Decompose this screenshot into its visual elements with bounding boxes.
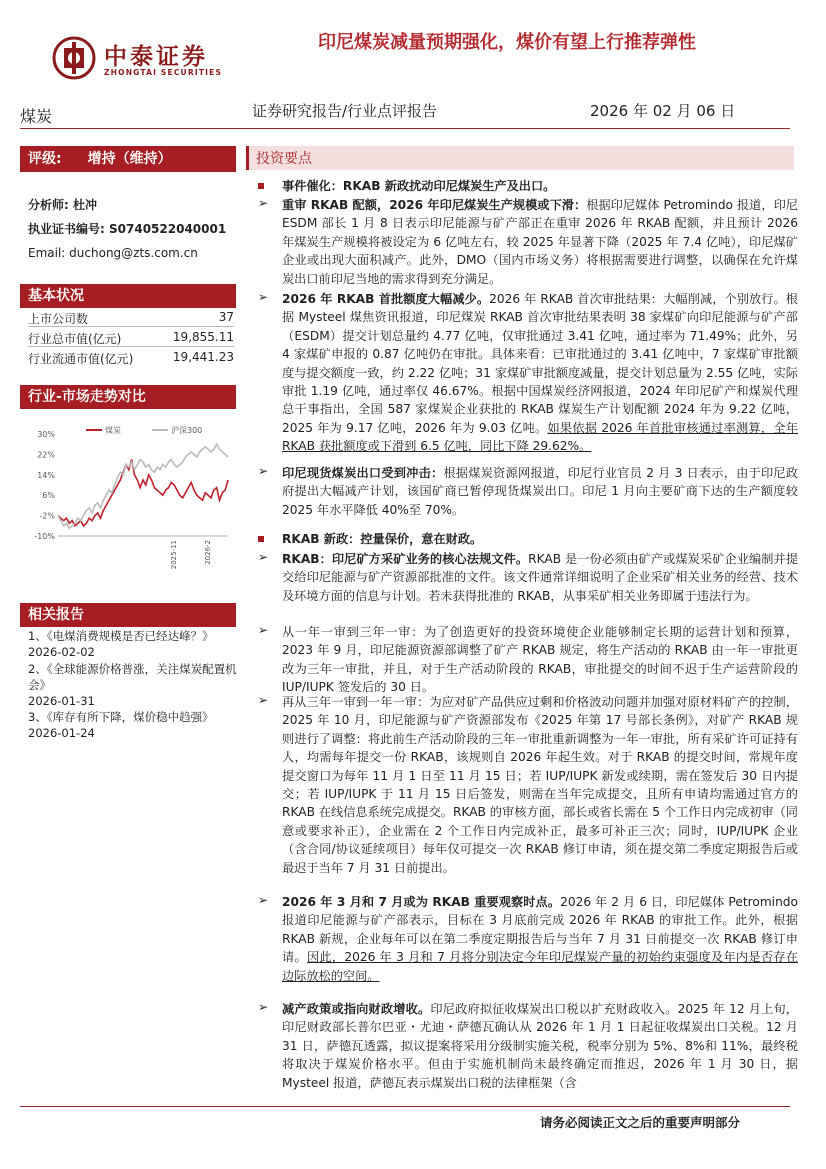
para-three-to-one: 再从三年一审到一年一审：为应对矿产品供应过剩和价格波动问题并加强对原材料矿产的控制，2025 年 10 月，印尼能源与矿产资源部发布《2025 年第 17 号部长条例》，对矿产 RKAB 规则进行了调整：将此前生产活动阶段的三年一审批重新调整为一年一审批，所有采矿许可证持有人，均需每年提交一份 RKAB，该规则自 2026 年起生效。对于 RKAB 的提交时间，常规年度提交窗口为每年 11 月 1 日至 11 月 15 日；若 IUP/IUPK 新发或续期，需在签发后 30 日内提交；若 IUP/IUPK 于 11 月 15 日后签发，则需在当年完成提交，且所有申请均需通过官方的 RKAB 在线信息系统完成提交。RKAB 的审核方面，部长或省长需在 5 个工作日内完成初审（同意或要求补正），企业需在 2 个工作日内完成补正，最多可补正三次；同时，IUP/IUPK 企业（含合同/协议延续项目）每年仅可提交一次 RKAB 修订申请，须在提交第二季度定期报告后或最迟于当年 7 月 31 日前提出。 (282, 695, 798, 875)
logo-text-cn: 中泰证券 (104, 44, 208, 70)
arrow-bullet-icon: ➢ (258, 464, 269, 478)
basic-row-label: 行业总市值(亿元) (28, 332, 122, 346)
arrow-bullet-icon: ➢ (258, 290, 269, 304)
report-item-1[interactable] (28, 661, 238, 709)
report-type: 证券研究报告/行业点评报告 (252, 102, 438, 120)
para-rkab-def (282, 550, 798, 605)
y-tick-label: 30% (37, 430, 55, 439)
cert-number: S0740522040001 (109, 222, 227, 236)
report-date: 2026-02-02 (28, 645, 95, 659)
para-lead: RKAB：印尼矿方采矿业务的核心法规文件。 (282, 552, 529, 566)
email-label: Email: (28, 246, 66, 260)
arrow-bullet-icon: ➢ (258, 196, 269, 210)
basic-row-1 (28, 330, 234, 347)
arrow-bullet-icon: ➢ (258, 550, 269, 564)
email-line (28, 246, 198, 260)
arrow-bullet-icon: ➢ (258, 893, 269, 907)
report-title[interactable]: 1、《电煤消费规模是否已经达峰？》 (28, 629, 214, 643)
para-text: 根据煤炭资源网报道，印尼行业官员 2 月 3 日表示，由于印尼政府提出大幅减产计划，该国矿商已暂停现货煤炭出口。印尼 1 月向主要矿商下达的生产额度较 2025 年水平降低 40%至 70%。 (282, 466, 798, 517)
arrow-bullet-icon: ➢ (258, 623, 269, 637)
legend-label: 煤炭 (105, 426, 121, 435)
y-tick-label: 6% (42, 491, 55, 501)
row-divider (28, 326, 234, 327)
x-tick-label: 2026-2 (204, 540, 212, 565)
logo-text-en: ZHONGTAI SECURITIES (104, 68, 223, 77)
analyst-label: 分析师: (28, 198, 69, 212)
cert-line (28, 220, 226, 237)
report-item-0[interactable] (28, 628, 238, 660)
square-bullet-icon (258, 183, 264, 189)
para-first-batch (282, 290, 798, 456)
investment-points-bar (246, 146, 794, 170)
section-rkab-new: RKAB 新政：控量保价，意在财政。 (282, 532, 483, 546)
analyst-line (28, 196, 97, 213)
y-tick-label: 14% (37, 470, 55, 480)
header-divider (20, 128, 790, 129)
para-text: 印尼政府拟征收煤炭出口税以扩充财政收入。2025 年 12 月上旬，印尼财政部长普尔巴亚・尤迪・萨德瓦确认从 2026 年 1 月 1 日起征收煤炭出口关税。12 月 31 日，萨德瓦透露，拟议提案将采用分级制实施关税，税率分别为 5%、8%和 11%，最终税将取决于煤炭价格水平。但由于实施机制尚未最终确定而推迟，2026 年 1 月 30 日，据 Mysteel 报道，萨德瓦表示煤炭出口税的法律框架（含 (282, 1002, 798, 1090)
cert-label: 执业证书编号: (28, 222, 105, 236)
reports-bar: 相关报告 (20, 603, 236, 627)
basic-row-label: 上市公司数 (28, 312, 89, 326)
footer-divider (20, 1106, 790, 1107)
para-spot-export (282, 464, 798, 519)
report-date: 2026-01-31 (28, 694, 95, 708)
analyst-name: 杜冲 (73, 198, 98, 212)
investment-points-title: 投资要点 (256, 151, 312, 167)
para-text: RKAB 是一份必须由矿产或煤炭采矿企业编制并提交给印尼能源与矿产资源部批准的文件。该文件通常详细说明了企业采矿相关业务的经营、技术及环境方面的信息与计划。若未获得批准的 RKAB，从事采矿相关业务即属于违法行为。 (282, 552, 798, 603)
para-fiscal (282, 1000, 798, 1090)
trend-chart (28, 420, 234, 570)
rating-label: 评级: (28, 151, 62, 167)
basic-row-value: 19,441.23 (172, 350, 234, 364)
para-underline: 因此，2026 年 3 月和 7 月将分别决定今年印尼煤炭产量的初始约束强度及年内是否存在边际放松的空间。 (282, 950, 798, 983)
zhongtai-logo-icon (52, 36, 96, 80)
para-lead: 2026 年 RKAB 首批额度大幅减少。 (282, 292, 490, 306)
y-tick-label: 22% (37, 450, 55, 460)
report-date: 2026 年 02 月 06 日 (590, 102, 736, 120)
report-date: 2026-01-24 (28, 726, 95, 740)
report-item-2[interactable] (28, 709, 238, 741)
y-tick-label: -2% (39, 511, 55, 521)
para-text: 根据印尼媒体 Petromindo 报道，印尼 ESDM 部长 1 月 8 日表示印尼能源与矿产部正在重审 2026 年 RKAB 配额，并且预计 2026 年煤炭生产规模将被设定为 6 亿吨左右，较 2025 年显著下降（2025 年 7.4 亿吨），印尼煤矿企业或出现大面积减产。此外，DMO（国内市场义务）将根据需要进行调整，以确保在允许煤炭出口前印尼当地的需求得到充分满足。 (282, 198, 798, 286)
report-title[interactable]: 2、《全球能源价格普涨，关注煤炭配置机会》 (28, 662, 237, 692)
rating-bar (20, 146, 236, 172)
sector-label: 煤炭 (20, 107, 53, 126)
para-lead: 印尼现货煤炭出口受到冲击： (282, 466, 444, 480)
trend-bar: 行业-市场走势对比 (20, 385, 236, 409)
para-rkab-quota (282, 196, 798, 288)
report-headline: 印尼煤炭减量预期强化，煤价有望上行推荐弹性 (318, 32, 696, 53)
footer-disclaimer: 请务必阅读正文之后的重要声明部分 (540, 1115, 741, 1130)
series-line-hs300 (58, 444, 228, 528)
basic-row-value: 19,855.11 (172, 330, 234, 344)
report-title[interactable]: 3、《库存有所下降，煤价稳中趋强》 (28, 710, 214, 724)
para-lead: 2026 年 3 月和 7 月或为 RKAB 重要观察时点。 (282, 895, 561, 909)
para-underline: 如果依据 2026 年首批审核通过率测算，全年 RKAB 获批额度或下滑到 6.5 亿吨，同比下降 29.62%。 (282, 420, 798, 454)
section-event: 事件催化：RKAB 新政扰动印尼煤炭生产及出口。 (282, 179, 556, 193)
basic-row-label: 行业流通市值(亿元) (28, 352, 134, 366)
y-tick-label: -10% (34, 532, 55, 541)
para-lead: 重审 RKAB 配额，2026 年印尼煤炭生产规模或下滑： (282, 198, 587, 212)
arrow-bullet-icon: ➢ (258, 693, 269, 707)
para-text: 2026 年 RKAB 首次审批结果：大幅削减，个别放行。根据 Mysteel 煤焦资讯报道，印尼煤炭 RKAB 首次审批结果表明 38 家煤矿向印尼能源与矿产部（ESDM）提交计划总量约 4.77 亿吨，仅审批通过 3.41 亿吨，通过率为 71.49%；此外，另 4 家煤矿申报的 0.87 亿吨仍在审批。具体来看：已审批通过的 3.41 亿吨中，7 家煤矿审批额度与提交额度一致，约 2.22 亿吨；31 家煤矿审批额度减量，提交计划总量为 2.55 亿吨，实际审批 1.19 亿吨，通过率仅 46.67%。根据中国煤炭经济网报道，2024 年印尼矿产和煤炭代理总干事指出，全国 587 家煤炭企业获批的 RKAB 煤炭生产计划配额 2024 年为 9.22 亿吨，2025 年为 9.17 亿吨，2026 年为 9.03 亿吨。 (282, 292, 798, 435)
arrow-bullet-icon: ➢ (258, 1000, 269, 1014)
basic-row-0 (28, 310, 234, 327)
basic-row-value: 37 (218, 310, 234, 324)
square-bullet-icon (258, 536, 264, 542)
para-one-to-three: 从一年一审到三年一审：为了创造更好的投资环境使企业能够制定长期的运营计划和预算，2023 年 9 月，印尼能源资源部调整了矿产 RKAB 规定，将生产活动的 RKAB 由一年一审批更改为三年一审批，并且，对于生产活动阶段的 RKAB，审批提交的时间不迟于生产运营阶段的 IUP/IUPK 签发后的 30 日。 (282, 625, 798, 695)
para-lead: 减产政策或指向财政增收。 (282, 1002, 431, 1016)
rating-value: 增持（维持） (87, 151, 172, 167)
basic-row-2 (28, 350, 234, 367)
para-watch-points (282, 893, 798, 985)
basic-info-bar: 基本状况 (20, 284, 236, 308)
x-tick-label: 2025-11 (170, 540, 178, 570)
email-address[interactable]: duchong@zts.com.cn (69, 246, 198, 260)
para-text: 2026 年 2 月 6 日，印尼媒体 Petromindo 报道印尼能源与矿产部表示，目标在 3 月底前完成 2026 年 RKAB 的审批工作。此外，根据 RKAB 新规，企业每年可以在第二季度定期报告后与当年 7 月 31 日前提交一次 RKAB 修订申请。 (282, 895, 798, 965)
legend-label: 沪深300 (171, 426, 203, 435)
row-divider (28, 346, 234, 347)
